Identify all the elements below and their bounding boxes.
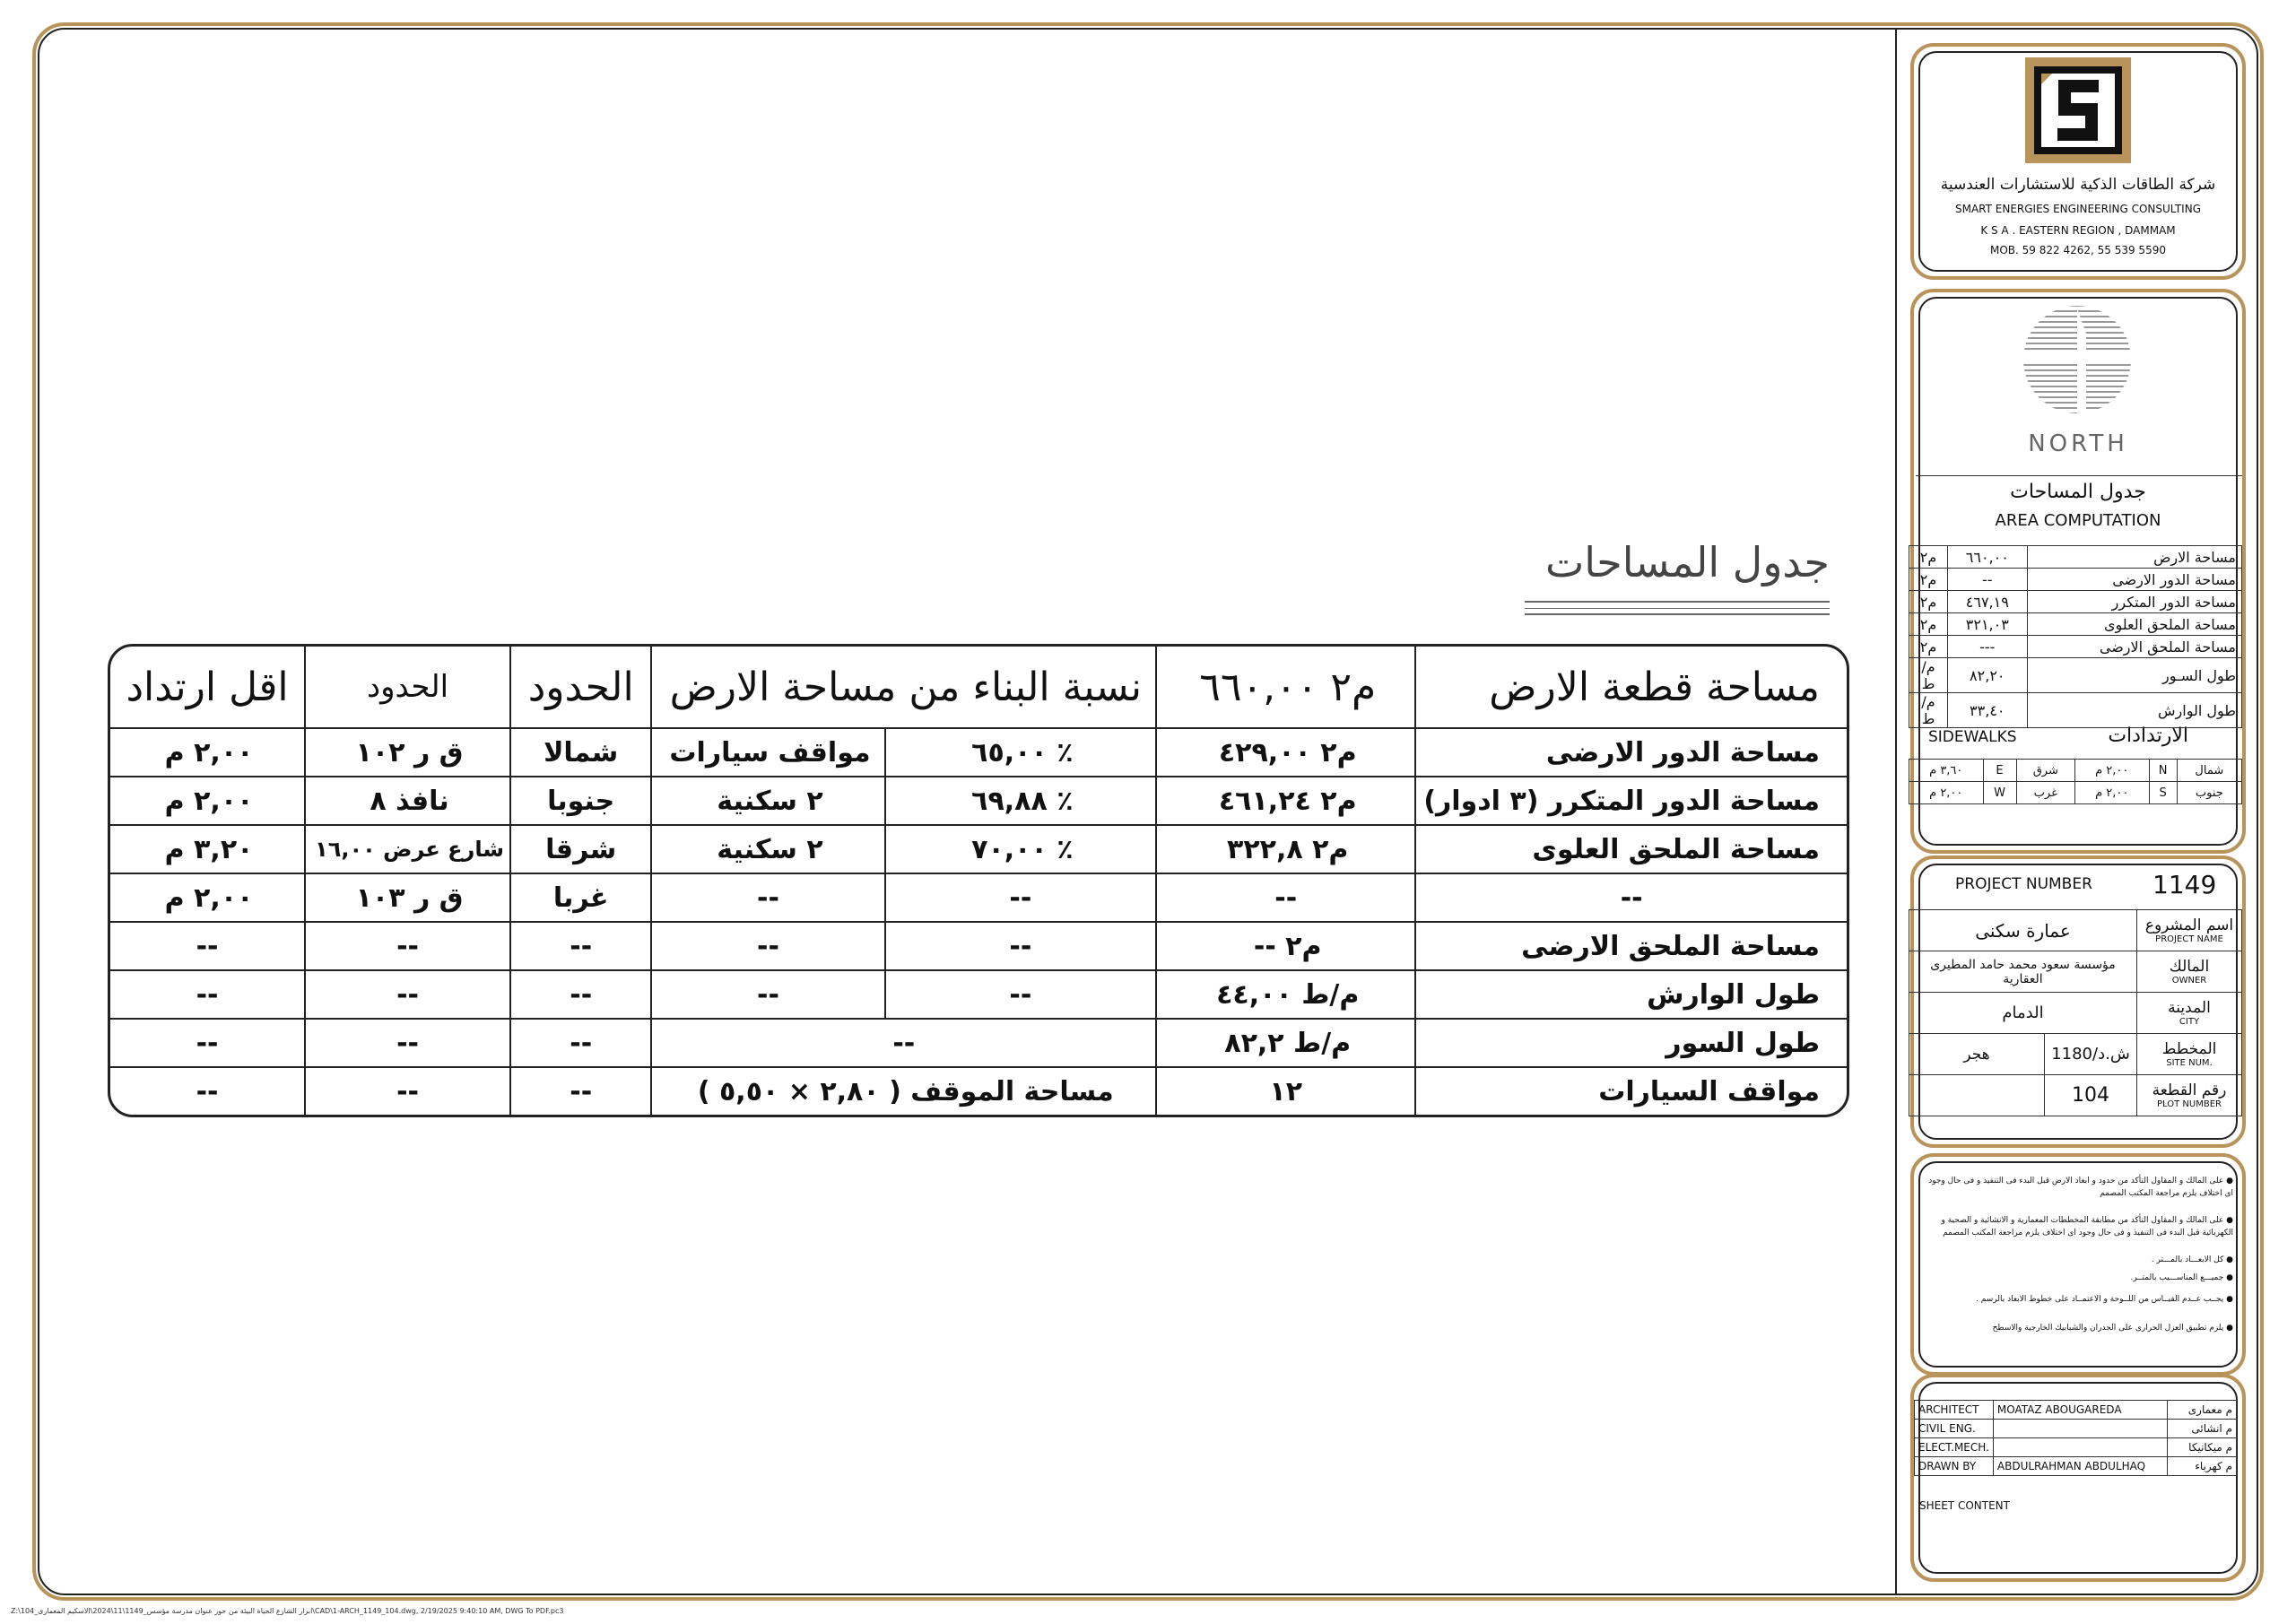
table-cell: م٢ --	[1157, 923, 1416, 971]
table-cell: --	[652, 971, 885, 1020]
company-name-en: SMART ENERGIES ENGINEERING CONSULTING	[1954, 203, 2201, 215]
table-cell: مواقف السيارات	[1598, 1075, 1820, 1107]
table-row	[110, 971, 1847, 1020]
area-unit: م٢	[1909, 569, 1948, 591]
staff-role-ar: م كهرباء	[2168, 1457, 2237, 1476]
table-cell: ٪ ٦٥,٠٠	[886, 729, 1158, 777]
north-arrow-icon	[2021, 303, 2134, 416]
sw-cell: W	[1983, 782, 2016, 804]
table-cell: --	[511, 923, 652, 971]
note-text: جميـــع المناســـيب بالمتــر.	[2130, 1273, 2224, 1282]
project-number: 1149	[2152, 870, 2217, 899]
table-cell: مساحة الملحق الارضى	[1416, 923, 1847, 971]
area-unit: م/ط	[1909, 658, 1948, 693]
table-row	[110, 826, 1847, 874]
area-value: ٤٦٧,١٩	[1948, 591, 2028, 613]
staff-name	[1993, 1420, 2167, 1438]
project-number-label: PROJECT NUMBER	[1955, 875, 2092, 893]
staff-row	[1915, 1401, 2237, 1420]
plot-row	[1909, 1075, 2242, 1116]
area-value: ٣٣,٤٠	[1948, 693, 2028, 728]
site-label-ar: المخطط	[2161, 1040, 2217, 1058]
area-row	[1909, 591, 2242, 613]
staff-name: MOATAZ ABOUGAREDA	[1993, 1401, 2167, 1420]
table-cell: --	[110, 1020, 306, 1068]
table-cell: م/ط ٨٢,٢	[1157, 1020, 1416, 1068]
table-header-row	[110, 647, 1847, 729]
site-row	[1909, 1034, 2242, 1075]
table-row	[110, 923, 1847, 971]
sw-cell: ٢,٠٠ م	[1909, 782, 1984, 804]
area-comp-title-ar: جدول المساحات	[2010, 481, 2146, 503]
owner-name: مؤسسة سعود محمد حامد المطيرى العقارية	[1909, 951, 2137, 993]
table-cell: ق ر ١٠٢	[306, 729, 511, 777]
sw-cell: غرب	[2016, 782, 2074, 804]
table-cell: مواقف سيارات	[652, 729, 885, 777]
table-cell: م٢ ٤٦١,٢٤	[1157, 777, 1416, 826]
table-cell: شرقا	[511, 826, 652, 874]
area-unit: م/ط	[1909, 693, 1948, 728]
table-cell: ق ر ١٠٣	[306, 874, 511, 923]
area-label: مساحة الارض	[2027, 546, 2241, 569]
staff-row	[1915, 1457, 2237, 1476]
sw-cell: N	[2149, 760, 2177, 782]
staff-role-en: ELECT.MECH.	[1915, 1438, 1994, 1457]
table-cell: م٢ ٤٢٩,٠٠	[1157, 729, 1416, 777]
area-label: مساحة الدور الارضى	[2027, 569, 2241, 591]
note-text: على المالك و المقاول التأكد من مطابقة المخططات المعمارية و الانشائية و الصحية و الكهربائية قبل البدء فى التنفيذ و فى حال وجود اى اختلاف يلزم مراجعة المكتب المصمم	[1941, 1216, 2233, 1238]
sidewalks-row	[1909, 782, 2242, 804]
note-item: ● كل الابعـــاد بالمـــتر .	[2151, 1255, 2233, 1264]
table-cell: طول السور	[1416, 1020, 1847, 1068]
city-row	[1909, 993, 2242, 1034]
title-underline	[1525, 613, 1830, 615]
header-building-ratio: نسبة البناء من مساحة الارض	[652, 647, 1157, 729]
sheet-content-label: SHEET CONTENT	[1919, 1499, 2010, 1512]
table-cell: --	[110, 923, 306, 971]
header-min-setback: اقل ارتداد	[110, 647, 306, 729]
plot-label-ar: رقم القطعة	[2152, 1081, 2227, 1099]
area-row	[1909, 613, 2242, 636]
plot-label-en: PLOT NUMBER	[2157, 1099, 2222, 1109]
drawing-title: جدول المساحات	[1544, 538, 1830, 586]
table-cell: غربا	[511, 874, 652, 923]
company-address: K S A . EASTERN REGION , DAMMAM	[1980, 224, 2176, 237]
area-row	[1909, 546, 2242, 569]
sw-cell: S	[2149, 782, 2177, 804]
header-land-area: مساحة قطعة الارض	[1416, 647, 1847, 729]
area-comp-title-en: AREA COMPUTATION	[1995, 511, 2161, 530]
table-cell: --	[110, 1068, 306, 1115]
table-cell: ٢,٠٠ م	[110, 777, 306, 826]
area-label: مساحة الملحق العلوى	[2027, 613, 2241, 636]
table-cell: --	[1416, 874, 1847, 923]
title-underline	[1525, 601, 1830, 603]
title-block-separator	[1895, 28, 1897, 1595]
header-boundaries: الحدود	[306, 647, 511, 729]
table-cell: --	[511, 1020, 652, 1068]
area-label: طول الوارش	[2027, 693, 2241, 728]
table-cell: --	[886, 971, 1158, 1020]
table-cell: ٣,٢٠ م	[110, 826, 306, 874]
note-text: كل الابعـــاد بالمـــتر .	[2151, 1255, 2224, 1264]
title-underline	[1525, 608, 1830, 609]
note-item: ● على المالك و المقاول التأكد من حدود و ابعاد الارض قبل البدء فى التنفيذ و فى حال وجود اى اختلاف يلزم مراجعة المكتب المصمم	[1928, 1177, 2233, 1198]
table-cell: ٢,٠٠ م	[110, 874, 306, 923]
area-value: --	[1948, 569, 2028, 591]
area-row	[1909, 693, 2242, 728]
staff-row	[1915, 1438, 2237, 1457]
city-label-en: CITY	[2179, 1017, 2200, 1027]
area-row	[1909, 569, 2242, 591]
project-name-label-ar: اسم المشروع	[2144, 916, 2234, 934]
table-cell: جنوبا	[511, 777, 652, 826]
north-label: NORTH	[2028, 430, 2128, 457]
staff-role-ar: م ميكانيكا	[2168, 1438, 2237, 1457]
owner-label-en: OWNER	[2171, 976, 2207, 986]
area-unit: م٢	[1909, 591, 1948, 613]
table-cell: نافذ ٨	[306, 777, 511, 826]
sw-cell: ٢,٠٠ م	[2075, 782, 2149, 804]
table-row	[110, 1020, 1847, 1068]
area-table	[108, 644, 1849, 1117]
table-cell: --	[306, 923, 511, 971]
table-cell: مساحة الموقف ( ٢,٨٠ × ٥,٥٠ )	[652, 1068, 1157, 1115]
area-row	[1909, 636, 2242, 658]
table-cell: --	[306, 1020, 511, 1068]
area-label: طول السـور	[2027, 658, 2241, 693]
table-cell: --	[652, 874, 885, 923]
owner-label-ar: المالك	[2169, 958, 2210, 976]
area-value: ---	[1948, 636, 2028, 658]
area-unit: م٢	[1909, 636, 1948, 658]
area-label: مساحة الملحق الارضى	[2027, 636, 2241, 658]
table-cell: --	[511, 1068, 652, 1115]
sidewalks-table	[1909, 759, 2242, 804]
table-cell: مساحة الدور المتكرر (٣ ادوار)	[1416, 777, 1847, 826]
sw-cell: E	[1983, 760, 2016, 782]
city-label-ar: المدينة	[2168, 999, 2211, 1017]
sw-cell: جنوب	[2177, 782, 2241, 804]
plot-number: 104	[2045, 1075, 2137, 1116]
project-info-table	[1909, 909, 2242, 1116]
table-cell: --	[110, 971, 306, 1020]
note-item: ● يلزم تطبيق العزل الحرارى على الجدران والشبابيك الخارجية والاسطح	[1992, 1324, 2233, 1333]
site-label-en: SITE NUM.	[2166, 1058, 2213, 1068]
project-name-row	[1909, 910, 2242, 951]
project-name-label-en: PROJECT NAME	[2155, 934, 2223, 944]
sidewalks-label-en: SIDEWALKS	[1928, 728, 2017, 746]
company-name-ar: شركة الطاقات الذكية للاستشارات العندسية	[1940, 176, 2216, 194]
note-text: على المالك و المقاول التأكد من حدود و ابعاد الارض قبل البدء فى التنفيذ و فى حال وجود اى اختلاف يلزم مراجعة المكتب المصمم	[1928, 1177, 2233, 1198]
table-cell: --	[306, 971, 511, 1020]
table-cell: --	[1157, 874, 1416, 923]
header-boundaries: الحدود	[511, 647, 652, 729]
project-name: عمارة سكنى	[1909, 910, 2137, 951]
sidewalks-row	[1909, 760, 2242, 782]
table-row	[110, 1068, 1847, 1115]
site-number: 1180/ش.د	[2045, 1034, 2137, 1075]
table-cell: --	[886, 923, 1158, 971]
table-cell: ٢ سكنية	[652, 826, 885, 874]
table-row	[110, 777, 1847, 826]
area-unit: م٢	[1909, 546, 1948, 569]
table-cell: ٢,٠٠ م	[110, 729, 306, 777]
table-cell: ١٢	[1157, 1068, 1416, 1115]
city-name: الدمام	[1909, 993, 2137, 1034]
table-cell: مساحة الملحق العلوى	[1416, 826, 1847, 874]
note-text: يجــب عــدم القيــاس من اللــوحة و الاعتمــاد على خطوط الابعاد بالرسم .	[1976, 1295, 2224, 1304]
table-cell: شمالا	[511, 729, 652, 777]
company-mobile: MOB. 59 822 4262, 55 539 5590	[1990, 244, 2166, 256]
table-cell: ٪ ٧٠,٠٠	[886, 826, 1158, 874]
table-cell: ٢ سكنية	[652, 777, 885, 826]
sw-cell: شرق	[2016, 760, 2074, 782]
area-label: مساحة الدور المتكرر	[2027, 591, 2241, 613]
table-cell: --	[652, 923, 885, 971]
area-value: ٨٢,٢٠	[1948, 658, 2028, 693]
note-text: يلزم تطبيق العزل الحرارى على الجدران والشبابيك الخارجية والاسطح	[1992, 1324, 2224, 1333]
table-cell: طول الوارش	[1416, 971, 1847, 1020]
company-logo-icon	[2025, 57, 2131, 163]
staff-role-ar: م معمارى	[2168, 1401, 2237, 1420]
header-land-area-value: م٢ ٦٦٠,٠٠	[1157, 647, 1416, 729]
sw-cell: شمال	[2177, 760, 2241, 782]
note-item: ● جميـــع المناســـيب بالمتــر.	[2130, 1273, 2233, 1282]
table-cell: م٢ ٣٢٢,٨	[1157, 826, 1416, 874]
area-row	[1909, 658, 2242, 693]
sidewalks-label-ar: الارتدادات	[2108, 725, 2188, 747]
staff-role-en: ARCHITECT	[1915, 1401, 1994, 1420]
sw-cell: ٣,٦٠ م	[1909, 760, 1984, 782]
staff-role-ar: م انشائى	[2168, 1420, 2237, 1438]
table-row	[110, 729, 1847, 777]
table-cell: --	[511, 971, 652, 1020]
owner-row	[1909, 951, 2242, 993]
staff-table	[1914, 1400, 2237, 1476]
sw-cell: ٢,٠٠ م	[2075, 760, 2149, 782]
table-cell: ٪ ٦٩,٨٨	[886, 777, 1158, 826]
table-cell: --	[306, 1068, 511, 1115]
note-item: ● على المالك و المقاول التأكد من مطابقة المخططات المعمارية و الانشائية و الصحية و الكهربائية قبل البدء فى التنفيذ و فى حال وجود اى اختلاف يلزم مراجعة المكتب المصمم	[1941, 1216, 2233, 1238]
table-row	[110, 874, 1847, 923]
area-value: ٦٦٠,٠٠	[1948, 546, 2028, 569]
staff-name	[1993, 1438, 2167, 1457]
site-name: هجر	[1909, 1034, 2045, 1075]
staff-role-en: CIVIL ENG.	[1915, 1420, 1994, 1438]
area-unit: م٢	[1909, 613, 1948, 636]
table-cell: --	[652, 1020, 1157, 1068]
table-cell: م/ط ٤٤,٠٠	[1157, 971, 1416, 1020]
note-item: ● يجــب عــدم القيــاس من اللــوحة و الاعتمــاد على خطوط الابعاد بالرسم .	[1976, 1295, 2233, 1304]
area-value: ٣٢١,٠٣	[1948, 613, 2028, 636]
area-computation-table	[1909, 545, 2242, 728]
table-cell: --	[886, 874, 1158, 923]
staff-name: ABDULRAHMAN ABDULHAQ	[1993, 1457, 2167, 1476]
staff-role-en: DRAWN BY	[1915, 1457, 1994, 1476]
divider	[1916, 475, 2242, 476]
table-cell: مساحة الدور الارضى	[1416, 729, 1847, 777]
file-path-footer: Z:\104_ابرار الشارع الحياة البيئة من حوز عنوان مدرسة مؤسس_1149\11\2024\الاسكيم المعمارى\CAD\1-ARCH_1149_104.dwg, 2/19/2025 9:40:10 AM, DWG To PDF.pc3	[11, 1607, 564, 1615]
table-cell: شارع عرض ١٦,٠٠	[306, 826, 511, 874]
staff-row	[1915, 1420, 2237, 1438]
